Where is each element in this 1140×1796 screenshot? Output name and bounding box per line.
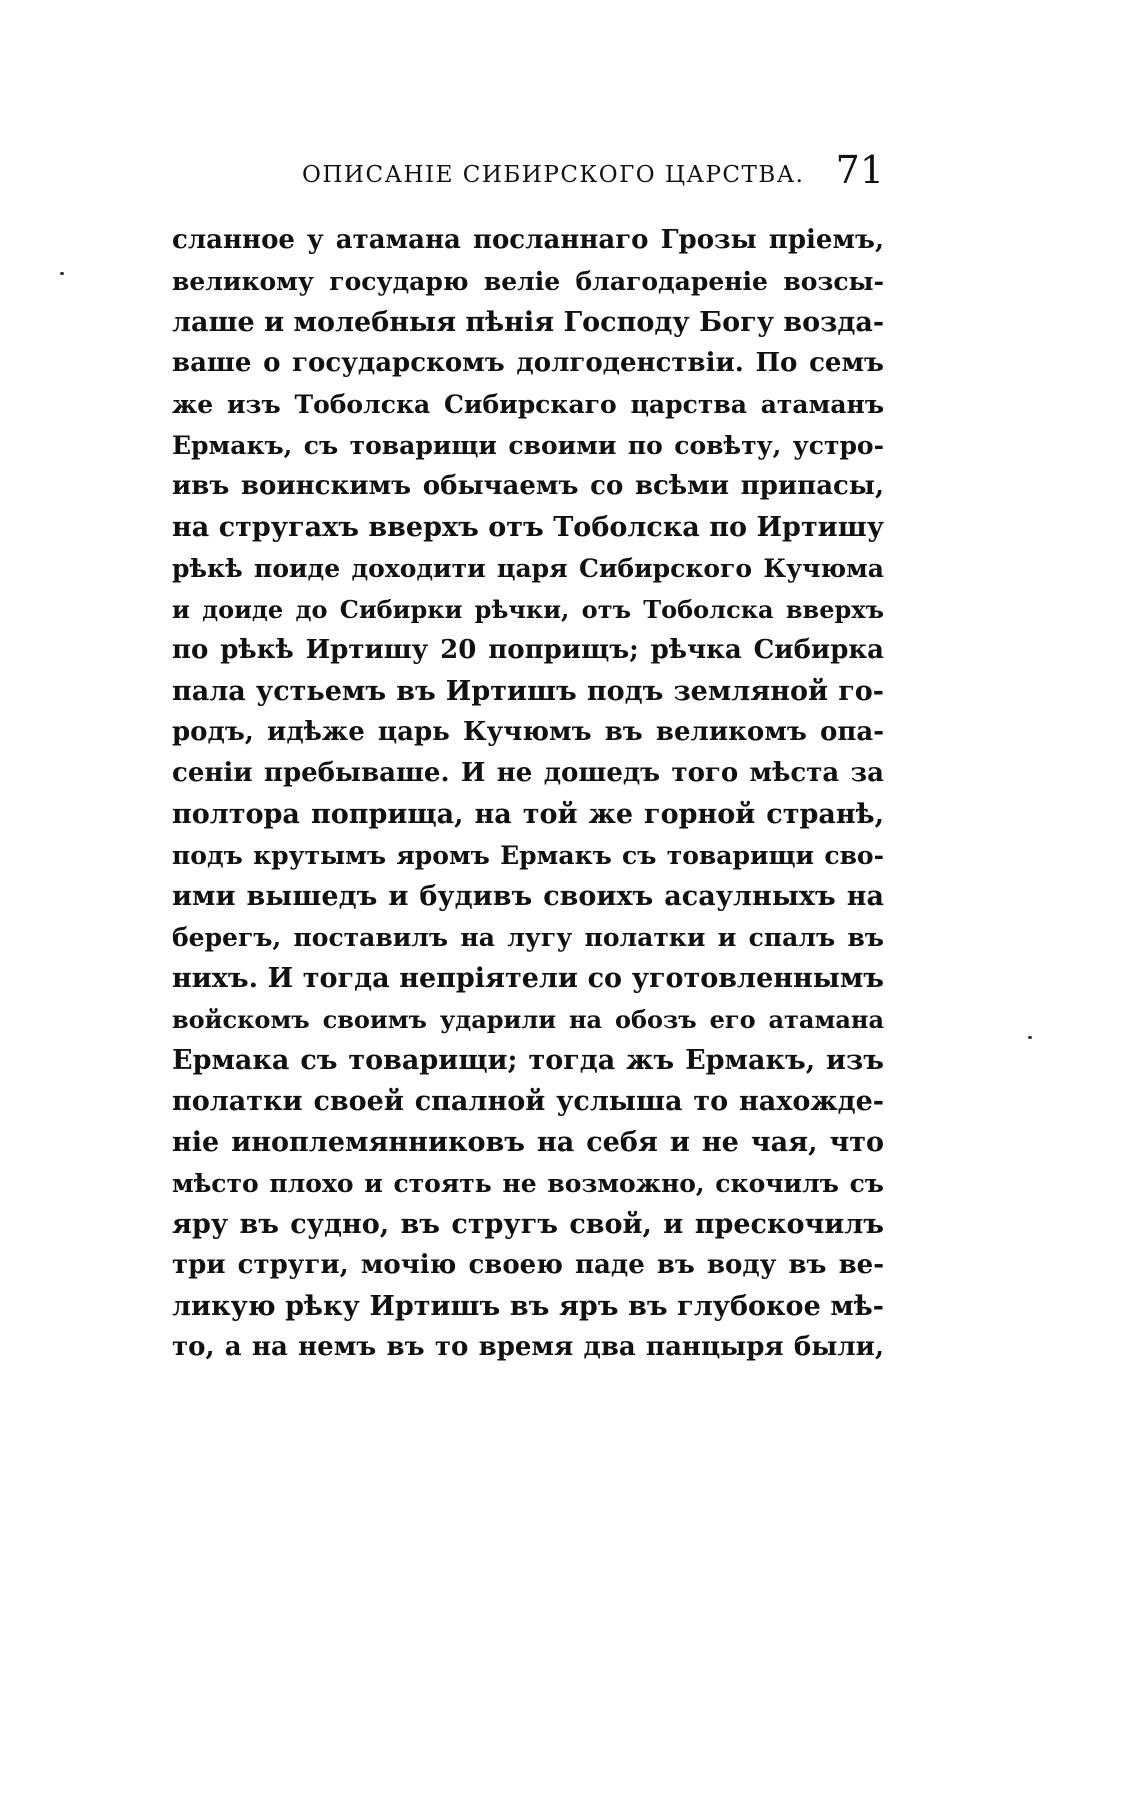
running-title: ОПИСАНІЕ СИБИРСКОГО ЦАРСТВА.	[302, 162, 805, 188]
text-line: Ермакъ, съ товарищи своими по совѣту, устро-	[172, 431, 884, 460]
body-text	[172, 220, 884, 1368]
text-line: подъ крутымъ яромъ Ермакъ съ товарищи сво-	[172, 841, 884, 870]
text-line: великому государю веліе благодареніе возсы-	[172, 267, 884, 296]
text-line: и доиде до Сибирки рѣчки, отъ Тоболска вверхъ	[172, 595, 884, 624]
text-line: рѣкѣ поиде доходити царя Сибирского Кучюма	[172, 554, 884, 583]
scan-speck	[60, 272, 64, 275]
text-line: по рѣкѣ Иртишу 20 поприщъ; рѣчка Сибирка	[172, 635, 884, 665]
text-line: войскомъ своимъ ударили на обозъ его атамана	[172, 1005, 884, 1034]
text-line: лаше и молебныя пѣнія Господу Богу возда-	[172, 307, 884, 338]
text-line: же изъ Тоболска Сибирскаго царства атаманъ	[172, 390, 884, 419]
text-line: Ермака съ товарищи; тогда жъ Ермакъ, изъ	[172, 1045, 884, 1076]
text-line: ими вышедъ и будивъ своихъ асаулныхъ на	[172, 881, 884, 912]
text-line: на стругахъ вверхъ отъ Тоболска по Иртишу	[172, 512, 884, 543]
text-line: полатки своей спалной услыша то нахожде-	[172, 1086, 884, 1117]
text-line: родъ, идѣже царь Кучюмъ въ великомъ опа-	[172, 717, 884, 747]
text-line: сланное у атамана посланнаго Грозы пріемъ,	[172, 225, 884, 255]
running-head	[172, 148, 884, 192]
text-line: три струги, мочію своею паде въ воду въ ве-	[172, 1250, 884, 1280]
text-line: то, а на немъ въ то время два панцыря были,	[172, 1332, 884, 1362]
text-line: нихъ. И тогда непріятели со уготовленнымъ	[172, 963, 884, 994]
text-line: мѣсто плохо и стоять не возможно, скочилъ съ	[172, 1169, 884, 1198]
text-line: полтора поприща, на той же горной странѣ,	[172, 799, 884, 830]
scan-speck	[1028, 1036, 1032, 1039]
text-line: берегъ, поставилъ на лугу полатки и спалъ въ	[172, 923, 884, 952]
text-line: ликую рѣку Иртишъ въ яръ въ глубокое мѣ-	[172, 1291, 884, 1322]
text-line: ніе иноплемянниковъ на себя и не чая, что	[172, 1127, 884, 1158]
page-number: 71	[835, 148, 884, 192]
text-line: сеніи пребываше. И не дошедъ того мѣста за	[172, 758, 884, 788]
text-line: ивъ воинскимъ обычаемъ со всѣми припасы,	[172, 471, 884, 501]
text-line: яру въ судно, въ стругъ свой, и прескочилъ	[172, 1209, 884, 1240]
text-line: ваше о государскомъ долгоденствіи. По семъ	[172, 348, 884, 378]
text-line: пала устьемъ въ Иртишъ подъ земляной го-	[172, 676, 884, 707]
